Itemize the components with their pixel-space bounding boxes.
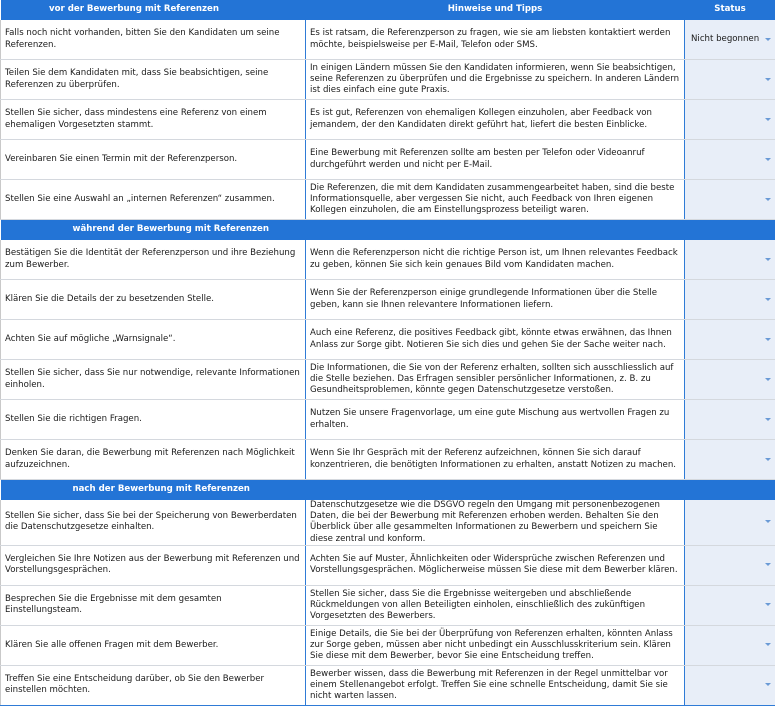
status-dropdown[interactable] (685, 360, 775, 400)
task-cell: Stellen Sie sicher, dass mindestens eine Referenz von einem ehemaligen Vorgesetzten stammt. (1, 100, 306, 140)
status-value: Nicht begonnen (691, 34, 759, 44)
task-cell: Vergleichen Sie Ihre Notizen aus der Bewerbung mit Referenzen und Vorstellungsgesprächen. (1, 545, 306, 585)
task-cell: Stellen Sie die richtigen Fragen. (1, 400, 306, 440)
table-row (1, 500, 775, 545)
section-title: nach der Bewerbung mit Referenzen (1, 480, 306, 501)
tip-cell: In einigen Ländern müssen Sie den Kandidaten informieren, wenn Sie beabsichtigen, seine Referenzen zu überprüfen und die Ergebnisse zu speichern. In anderen Ländern ist dies einfach eine gute Praxis. (306, 60, 685, 100)
status-dropdown[interactable] (685, 585, 775, 625)
chevron-down-icon[interactable] (765, 158, 771, 161)
chevron-down-icon[interactable] (765, 563, 771, 566)
task-cell: Klären Sie alle offenen Fragen mit dem Bewerber. (1, 625, 306, 665)
table-row (1, 440, 775, 480)
table-row (1, 400, 775, 440)
table-row (1, 320, 775, 360)
tip-cell: Es ist ratsam, die Referenzperson zu fragen, wie sie am liebsten kontaktiert werden möchte, beispielsweise per E-Mail, Telefon oder SMS. (306, 20, 685, 60)
chevron-down-icon[interactable] (765, 643, 771, 646)
task-cell: Vereinbaren Sie einen Termin mit der Referenzperson. (1, 140, 306, 180)
chevron-down-icon[interactable] (765, 603, 771, 606)
table-row (1, 280, 775, 320)
column-header-status: Status (685, 0, 775, 20)
tip-cell: Auch eine Referenz, die positives Feedback gibt, könnte etwas erwähnen, das Ihnen Anlass zur Sorge gibt. Notieren Sie sich dies und gehen Sie der Sache weiter nach. (306, 320, 685, 360)
task-cell: Besprechen Sie die Ergebnisse mit dem gesamten Einstellungsteam. (1, 585, 306, 625)
task-cell: Achten Sie auf mögliche „Warnsignale“. (1, 320, 306, 360)
section-title: während der Bewerbung mit Referenzen (1, 220, 306, 241)
table-row (1, 585, 775, 625)
table-row (1, 140, 775, 180)
table-row (1, 545, 775, 585)
table-row (1, 665, 775, 705)
chevron-down-icon[interactable] (765, 258, 771, 261)
task-cell: Teilen Sie dem Kandidaten mit, dass Sie beabsichtigen, seine Referenzen zu überprüfen. (1, 60, 306, 100)
tip-cell: Nutzen Sie unsere Fragenvorlage, um eine gute Mischung aus wertvollen Fragen zu erhalten. (306, 400, 685, 440)
chevron-down-icon[interactable] (765, 38, 771, 41)
status-dropdown[interactable] (685, 100, 775, 140)
section-filler (306, 220, 685, 241)
tip-cell: Die Referenzen, die mit dem Kandidaten zusammengearbeitet haben, sind die beste Informationsquelle, aber vergessen Sie nicht, auch Feedback von Ihren eigenen Kollegen einzuholen, die am Einstellungsprozess beteiligt waren. (306, 180, 685, 220)
table-row (1, 625, 775, 665)
tip-cell: Wenn Sie Ihr Gespräch mit der Referenz aufzeichnen, können Sie sich darauf konzentrieren, die benötigten Informationen zu erhalten, anstatt Notizen zu machen. (306, 440, 685, 480)
task-cell: Bestätigen Sie die Identität der Referenzperson und ihre Beziehung zum Bewerber. (1, 240, 306, 280)
chevron-down-icon[interactable] (765, 418, 771, 421)
section-filler (685, 220, 775, 241)
task-cell: Stellen Sie sicher, dass Sie nur notwendige, relevante Informationen einholen. (1, 360, 306, 400)
status-dropdown[interactable] (685, 500, 775, 545)
chevron-down-icon[interactable] (765, 78, 771, 81)
section-filler (685, 480, 775, 501)
status-dropdown[interactable] (685, 440, 775, 480)
table-row (1, 360, 775, 400)
task-cell: Denken Sie daran, die Bewerbung mit Referenzen nach Möglichkeit aufzuzeichnen. (1, 440, 306, 480)
status-dropdown[interactable] (685, 545, 775, 585)
tip-cell: Stellen Sie sicher, dass Sie die Ergebnisse weitergeben und abschließende Rückmeldungen von allen Beteiligten einholen, einschließlich des zukünftigen Vorgesetzten des Bewerbers. (306, 585, 685, 625)
status-dropdown[interactable] (685, 665, 775, 705)
status-dropdown[interactable] (685, 140, 775, 180)
chevron-down-icon[interactable] (765, 520, 771, 523)
tip-cell: Achten Sie auf Muster, Ähnlichkeiten oder Widersprüche zwischen Referenzen und Vorstellungsgesprächen. Möglicherweise müssen Sie diese mit dem Bewerber klären. (306, 545, 685, 585)
table-row (1, 240, 775, 280)
status-dropdown[interactable] (685, 280, 775, 320)
tip-cell: Wenn Sie der Referenzperson einige grundlegende Informationen über die Stelle geben, kann sie Ihnen relevantere Informationen liefern. (306, 280, 685, 320)
status-dropdown[interactable] (685, 180, 775, 220)
tip-cell: Wenn die Referenzperson nicht die richtige Person ist, um Ihnen relevantes Feedback zu geben, können Sie sich kein genaues Bild vom Kandidaten machen. (306, 240, 685, 280)
status-dropdown[interactable] (685, 625, 775, 665)
chevron-down-icon[interactable] (765, 378, 771, 381)
tip-cell: Datenschutzgesetze wie die DSGVO regeln den Umgang mit personenbezogenen Daten, die bei der Bewerbung mit Referenzen erhoben werden. Behalten Sie den Überblick über alle gesammelten Informationen zu Bewerbern und speichern Sie diese zentral und konform. (306, 500, 685, 545)
tip-cell: Bewerber wissen, dass die Bewerbung mit Referenzen in der Regel unmittelbar vor einem Stellenangebot erfolgt. Treffen Sie eine schnelle Entscheidung, damit Sie sie nicht warten lassen. (306, 665, 685, 705)
section-title-before: vor der Bewerbung mit Referenzen (1, 0, 306, 20)
chevron-down-icon[interactable] (765, 338, 771, 341)
header-row (1, 0, 775, 20)
status-dropdown[interactable] (685, 320, 775, 360)
status-dropdown[interactable] (685, 400, 775, 440)
column-header-tips: Hinweise und Tipps (306, 0, 685, 20)
table-row (1, 20, 775, 60)
tip-cell: Eine Bewerbung mit Referenzen sollte am besten per Telefon oder Videoanruf durchgeführt werden und nicht per E-Mail. (306, 140, 685, 180)
table-row (1, 180, 775, 220)
task-cell: Stellen Sie sicher, dass Sie bei der Speicherung von Bewerberdaten die Datenschutzgesetze einhalten. (1, 500, 306, 545)
section-header-after (1, 480, 775, 501)
section-filler (306, 480, 685, 501)
tip-cell: Es ist gut, Referenzen von ehemaligen Kollegen einzuholen, aber Feedback von jemandem, der den Kandidaten direkt geführt hat, liefert die besten Einblicke. (306, 100, 685, 140)
chevron-down-icon[interactable] (765, 298, 771, 301)
status-dropdown[interactable] (685, 20, 775, 60)
task-cell: Falls noch nicht vorhanden, bitten Sie den Kandidaten um seine Referenzen. (1, 20, 306, 60)
table-row (1, 100, 775, 140)
task-cell: Stellen Sie eine Auswahl an „internen Referenzen“ zusammen. (1, 180, 306, 220)
chevron-down-icon[interactable] (765, 118, 771, 121)
status-dropdown[interactable] (685, 60, 775, 100)
tip-cell: Die Informationen, die Sie von der Referenz erhalten, sollten sich ausschliesslich auf die Stelle beziehen. Das Erfragen sensibler persönlicher Informationen, z. B. zu Gesundheitsproblemen, könnte gegen Datenschutzgesetze verstoßen. (306, 360, 685, 400)
chevron-down-icon[interactable] (765, 198, 771, 201)
status-dropdown[interactable] (685, 240, 775, 280)
chevron-down-icon[interactable] (765, 458, 771, 461)
table-row (1, 60, 775, 100)
task-cell: Treffen Sie eine Entscheidung darüber, ob Sie den Bewerber einstellen möchten. (1, 665, 306, 705)
section-header-during (1, 220, 775, 241)
task-cell: Klären Sie die Details der zu besetzenden Stelle. (1, 280, 306, 320)
chevron-down-icon[interactable] (765, 683, 771, 686)
tip-cell: Einige Details, die Sie bei der Überprüfung von Referenzen erhalten, könnten Anlass zur Sorge geben, müssen aber nicht unbedingt ein Ausschlusskriterium sein. Klären Sie diese mit dem Bewerber, bevor Sie eine Entscheidung treffen. (306, 625, 685, 665)
